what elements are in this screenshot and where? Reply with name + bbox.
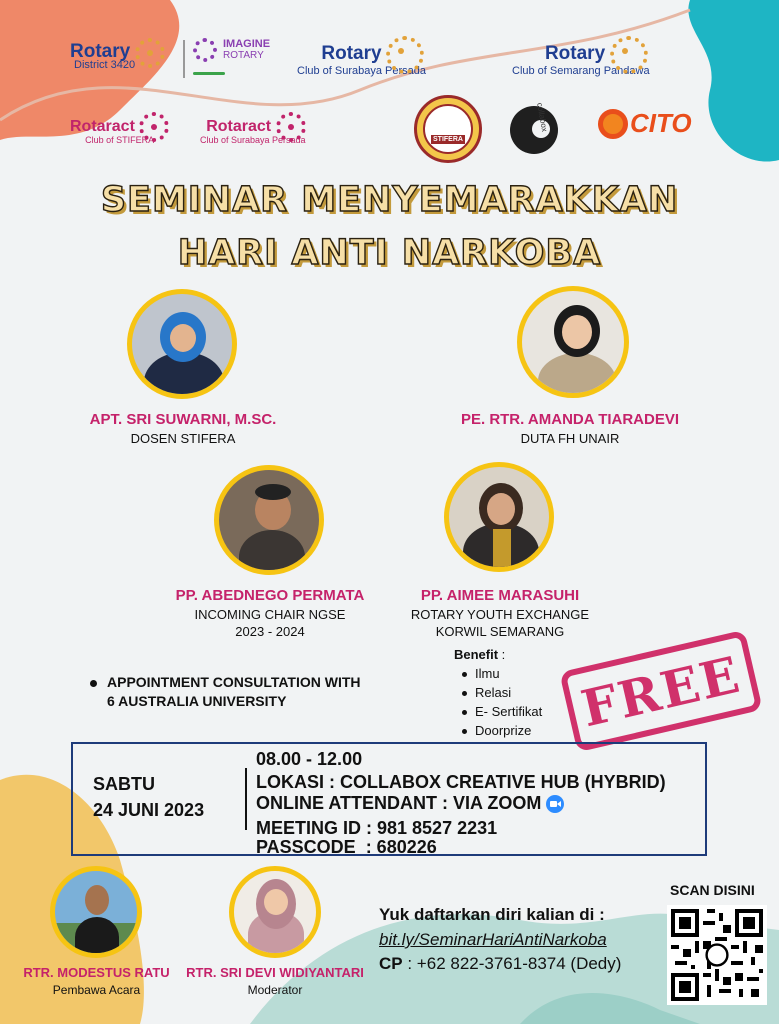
benefit-item-text: Relasi xyxy=(475,685,512,700)
imagine-line2: ROTARY xyxy=(223,49,264,61)
stifera-seal-logo xyxy=(414,95,482,163)
rotary-district-logo xyxy=(70,38,165,72)
speaker-1-name: APT. SRI SUWARNI, M.SC. xyxy=(89,411,277,428)
seminar-title-line1: SEMINAR MENYEMARAKKAN xyxy=(100,180,679,220)
rotaract-surabaya-logo xyxy=(200,112,306,145)
cito-circle-icon xyxy=(598,109,628,139)
benefit-list: Benefit : Ilmu Relasi E- Sertifikat Doorprize xyxy=(454,647,543,738)
contact-person xyxy=(379,954,621,974)
cito-text: CITO xyxy=(630,108,692,138)
rotary-semarang-title: Rotary xyxy=(544,43,606,65)
event-meeting-id: MEETING ID : 981 8527 2231 xyxy=(256,818,498,838)
free-stamp-text: FREE xyxy=(575,644,747,738)
rotary-district-sub: District 3420 xyxy=(74,59,136,71)
benefit-item-text: Doorprize xyxy=(475,723,532,738)
rotary-surabaya-sub: Club of Surabaya Persada xyxy=(297,65,427,77)
imagine-rotary-logo xyxy=(193,38,270,62)
benefit-item xyxy=(454,702,542,721)
rotaract-stifera-sub: Club of STIFERA xyxy=(85,135,155,145)
rotary-semarang-logo xyxy=(512,36,650,78)
collabox-logo xyxy=(510,98,572,160)
event-divider xyxy=(245,768,247,830)
event-passcode: PASSCODE : 680226 xyxy=(256,837,437,857)
stifera-seal-text: STIFERA xyxy=(433,136,463,143)
speaker-2-photo xyxy=(517,286,629,398)
benefit-item xyxy=(454,683,542,702)
host-2-photo xyxy=(229,866,321,958)
logo-divider xyxy=(183,40,185,78)
benefit-item-text: E- Sertifikat xyxy=(475,704,543,719)
rotaract-surabaya-sub: Club of Surabaya Persada xyxy=(200,135,306,145)
event-location: LOKASI : COLLABOX CREATIVE HUB (HYBRID) xyxy=(256,772,666,792)
seminar-title-line2: HARI ANTI NARKOBA xyxy=(177,233,602,273)
speaker-3-photo xyxy=(214,465,324,575)
host-1-name: RTR. MODESTUS RATU xyxy=(23,965,170,980)
rotaract-stifera-logo xyxy=(70,112,169,145)
speaker-4-photo xyxy=(444,462,554,572)
rotary-semarang-sub: Club of Semarang Pandawa xyxy=(512,65,650,77)
imagine-underline xyxy=(193,72,225,75)
rotary-district-title: Rotary xyxy=(70,41,131,63)
speaker-3-name: PP. ABEDNEGO PERMATA xyxy=(175,587,365,604)
zoom-icon xyxy=(546,795,564,813)
speaker-2-role: DUTA FH UNAIR xyxy=(520,431,620,446)
rotary-wheel-icon xyxy=(386,36,424,74)
event-date: 24 JUNI 2023 xyxy=(93,800,205,820)
cito-logo xyxy=(598,108,692,139)
host-1-role: Pembawa Acara xyxy=(52,983,141,997)
collabox-text: collabox xyxy=(535,102,550,133)
speaker-4-role-line2: KORWIL SEMARANG xyxy=(435,624,565,639)
speaker-3-role-line2: 2023 - 2024 xyxy=(235,624,305,639)
event-online-text: ONLINE ATTENDANT : VIA ZOOM xyxy=(256,793,542,813)
event-details-box xyxy=(71,742,707,856)
speaker-4-role-line1: ROTARY YOUTH EXCHANGE xyxy=(410,607,590,622)
rotary-surabaya-logo xyxy=(297,36,426,78)
cp-label: CP xyxy=(379,954,403,973)
host-1-photo xyxy=(50,866,142,958)
rotaract-stifera-title: Rotaract xyxy=(70,118,135,136)
qr-code[interactable] xyxy=(667,905,767,1005)
register-heading: Yuk daftarkan diri kalian di : xyxy=(379,905,605,924)
speaker-1-role: DOSEN STIFERA xyxy=(130,431,236,446)
imagine-flower-icon xyxy=(193,38,217,62)
rotary-wheel-icon xyxy=(135,38,165,68)
appointment-bullet xyxy=(90,673,361,711)
speaker-4-name: PP. AIMEE MARASUHI xyxy=(420,587,580,604)
host-2-name: RTR. SRI DEVI WIDIYANTARI xyxy=(186,965,364,980)
speaker-1-photo xyxy=(127,289,237,399)
appointment-line1: APPOINTMENT CONSULTATION WITH xyxy=(107,674,361,690)
event-day: SABTU xyxy=(93,774,155,794)
host-2-role: Moderator xyxy=(247,983,303,997)
benefit-label: Benefit xyxy=(454,647,499,662)
benefit-item xyxy=(454,664,542,683)
scan-label: SCAN DISINI xyxy=(670,882,755,898)
benefit-item xyxy=(454,721,542,740)
rotaract-surabaya-title: Rotaract xyxy=(206,118,272,136)
event-time: 08.00 - 12.00 xyxy=(256,749,363,769)
appointment-line2: 6 AUSTRALIA UNIVERSITY xyxy=(107,693,287,709)
bullet-icon xyxy=(90,680,97,687)
speaker-3-role-line1: INCOMING CHAIR NGSE xyxy=(194,607,346,622)
event-online xyxy=(256,793,564,814)
speaker-2-name: PE. RTR. AMANDA TIARADEVI xyxy=(460,411,680,428)
imagine-line1: IMAGINE xyxy=(223,37,271,50)
register-link[interactable]: bit.ly/SeminarHariAntiNarkoba xyxy=(379,930,607,949)
rotary-wheel-icon xyxy=(610,36,648,74)
rotaract-wheel-icon xyxy=(139,112,169,142)
cp-value: : +62 822-3761-8374 (Dedy) xyxy=(407,954,622,973)
rotary-surabaya-title: Rotary xyxy=(321,43,382,65)
benefit-item-text: Ilmu xyxy=(475,666,500,681)
rotaract-wheel-icon xyxy=(276,112,306,142)
